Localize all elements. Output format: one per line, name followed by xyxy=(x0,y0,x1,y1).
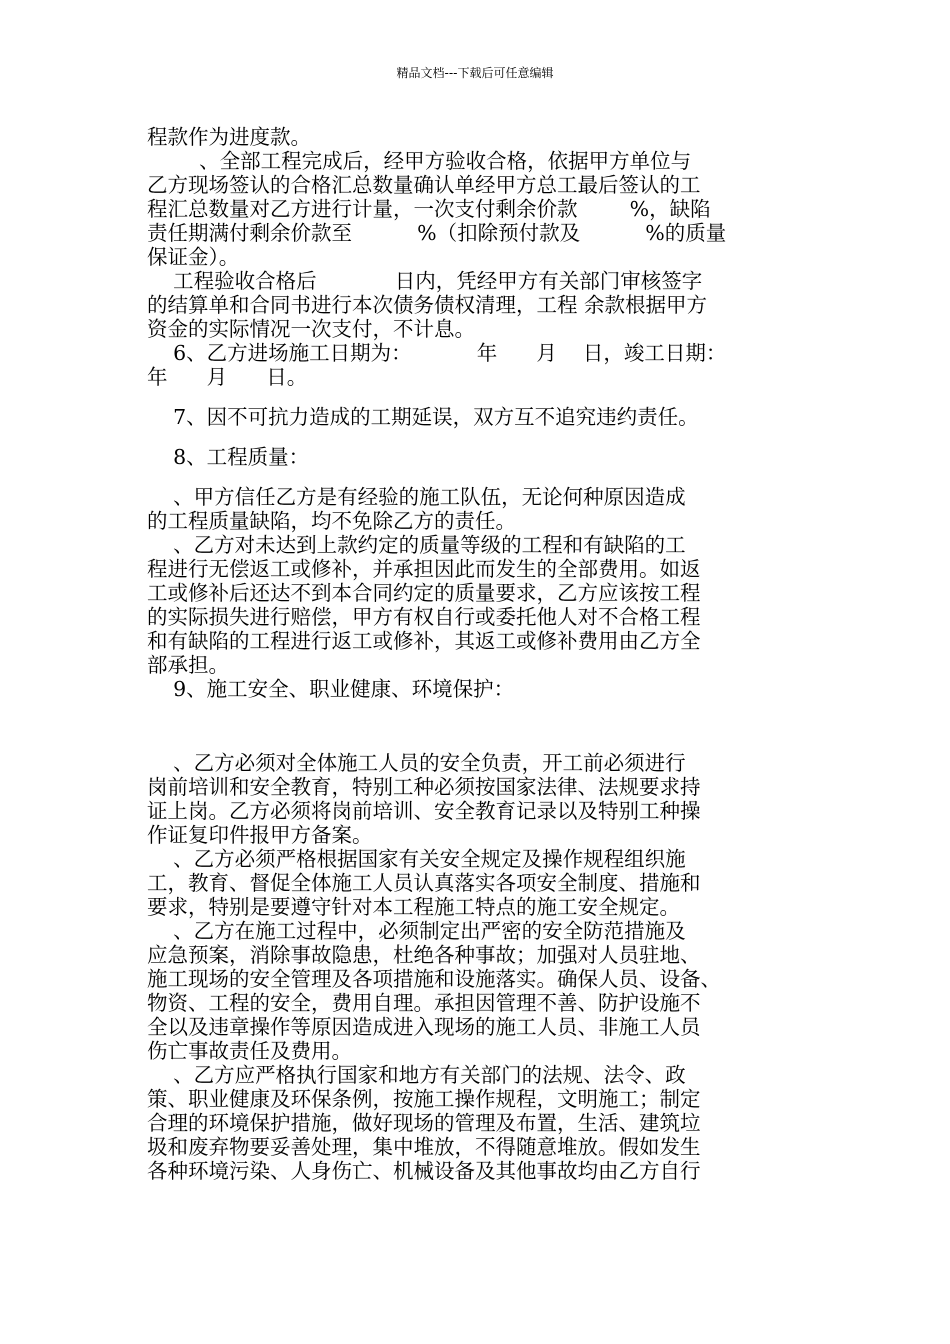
body-line: 年 月 日。 xyxy=(147,365,308,389)
body-line: 的结算单和合同书进行本次债务债权清理，工程 余款根据甲方 xyxy=(147,293,708,317)
body-line: 作证复印件报甲方备案。 xyxy=(147,823,373,847)
body-line: 、乙方在施工过程中，必须制定出严密的安全防范措施及 xyxy=(147,919,686,943)
body-line: 的实际损失进行赔偿，甲方有权自行或委托他人对不合格工程 xyxy=(147,605,701,629)
body-line: 圾和废弃物要妥善处理，集中堆放，不得随意堆放。假如发生 xyxy=(147,1135,701,1159)
body-line: 策、职业健康及环保条例，按施工操作规程，文明施工；制定 xyxy=(147,1087,701,1111)
body-line: 岗前培训和安全教育，特别工种必须按国家法律、法规要求持 xyxy=(147,775,701,799)
body-line: 各种环境污染、人身伤亡、机械设备及其他事故均由乙方自行 xyxy=(147,1159,701,1183)
body-line: 、乙方对未达到上款约定的质量等级的工程和有缺陷的工 xyxy=(147,533,686,557)
body-line: 证上岗。乙方必须将岗前培训、安全教育记录以及特别工种操 xyxy=(147,799,701,823)
body-line: 伤亡事故责任及费用。 xyxy=(147,1039,352,1063)
document-body xyxy=(147,125,812,1183)
body-line: 工或修补后还达不到本合同约定的质量要求，乙方应该按工程 xyxy=(147,581,701,605)
body-line: 应急预案，消除事故隐患，杜绝各种事故；加强对人员驻地、 xyxy=(147,943,701,967)
body-line: 程进行无偿返工或修补，并承担因此而发生的全部费用。如返 xyxy=(147,557,701,581)
body-line: 和有缺陷的工程进行返工或修补，其返工或修补费用由乙方全 xyxy=(147,629,701,653)
body-line: 物资、工程的安全，费用自理。承担因管理不善、防护设施不 xyxy=(147,991,701,1015)
body-line: 要求，特别是要遵守针对本工程施工特点的施工安全规定。 xyxy=(147,895,680,919)
body-line: 、乙方必须对全体施工人员的安全负责，开工前必须进行 xyxy=(147,751,686,775)
body-line: 程款作为进度款。 xyxy=(147,125,311,149)
page-header: 精品文档---下载后可任意编辑 xyxy=(396,66,554,80)
body-line: 的工程质量缺陷，均不免除乙方的责任。 xyxy=(147,509,516,533)
body-line: 施工现场的安全管理及各项措施和设施落实。确保人员、设备、 xyxy=(147,967,721,991)
body-line: 全以及违章操作等原因造成进入现场的施工人员、非施工人员 xyxy=(147,1015,701,1039)
body-line: 、乙方应严格执行国家和地方有关部门的法规、法令、政 xyxy=(147,1063,686,1087)
body-line: 部承担。 xyxy=(147,653,229,677)
body-line: 工，教育、督促全体施工人员认真落实各项安全制度、措施和 xyxy=(147,871,701,895)
body-line: 工程验收合格后 日内，凭经甲方有关部门审核签字 xyxy=(147,269,703,293)
body-line: 责任期满付剩余价款至 %（扣除预付款及 %的质量 xyxy=(147,221,727,245)
body-line: 、全部工程完成后，经甲方验收合格，依据甲方单位与 xyxy=(147,149,692,173)
body-line: 6、乙方进场施工日期为： 年 月 日，竣工日期： xyxy=(147,341,727,365)
body-line: 8、工程质量： xyxy=(147,445,310,469)
body-line: 保证金）。 xyxy=(147,245,240,269)
body-line: 程汇总数量对乙方进行计量，一次支付剩余价款 %，缺陷 xyxy=(147,197,711,221)
body-line: 9、施工安全、职业健康、环境保护： xyxy=(147,677,515,701)
body-line: 、乙方必须严格根据国家有关安全规定及操作规程组织施 xyxy=(147,847,686,871)
body-line: 7、因不可抗力造成的工期延误，双方互不追究违约责任。 xyxy=(147,405,699,429)
body-line: 资金的实际情况一次支付，不计息。 xyxy=(147,317,475,341)
body-line: 合理的环境保护措施，做好现场的管理及布置，生活、建筑垃 xyxy=(147,1111,701,1135)
body-line: 、甲方信任乙方是有经验的施工队伍，无论何种原因造成 xyxy=(147,485,686,509)
body-line: 乙方现场签认的合格汇总数量确认单经甲方总工最后签认的工 xyxy=(147,173,701,197)
